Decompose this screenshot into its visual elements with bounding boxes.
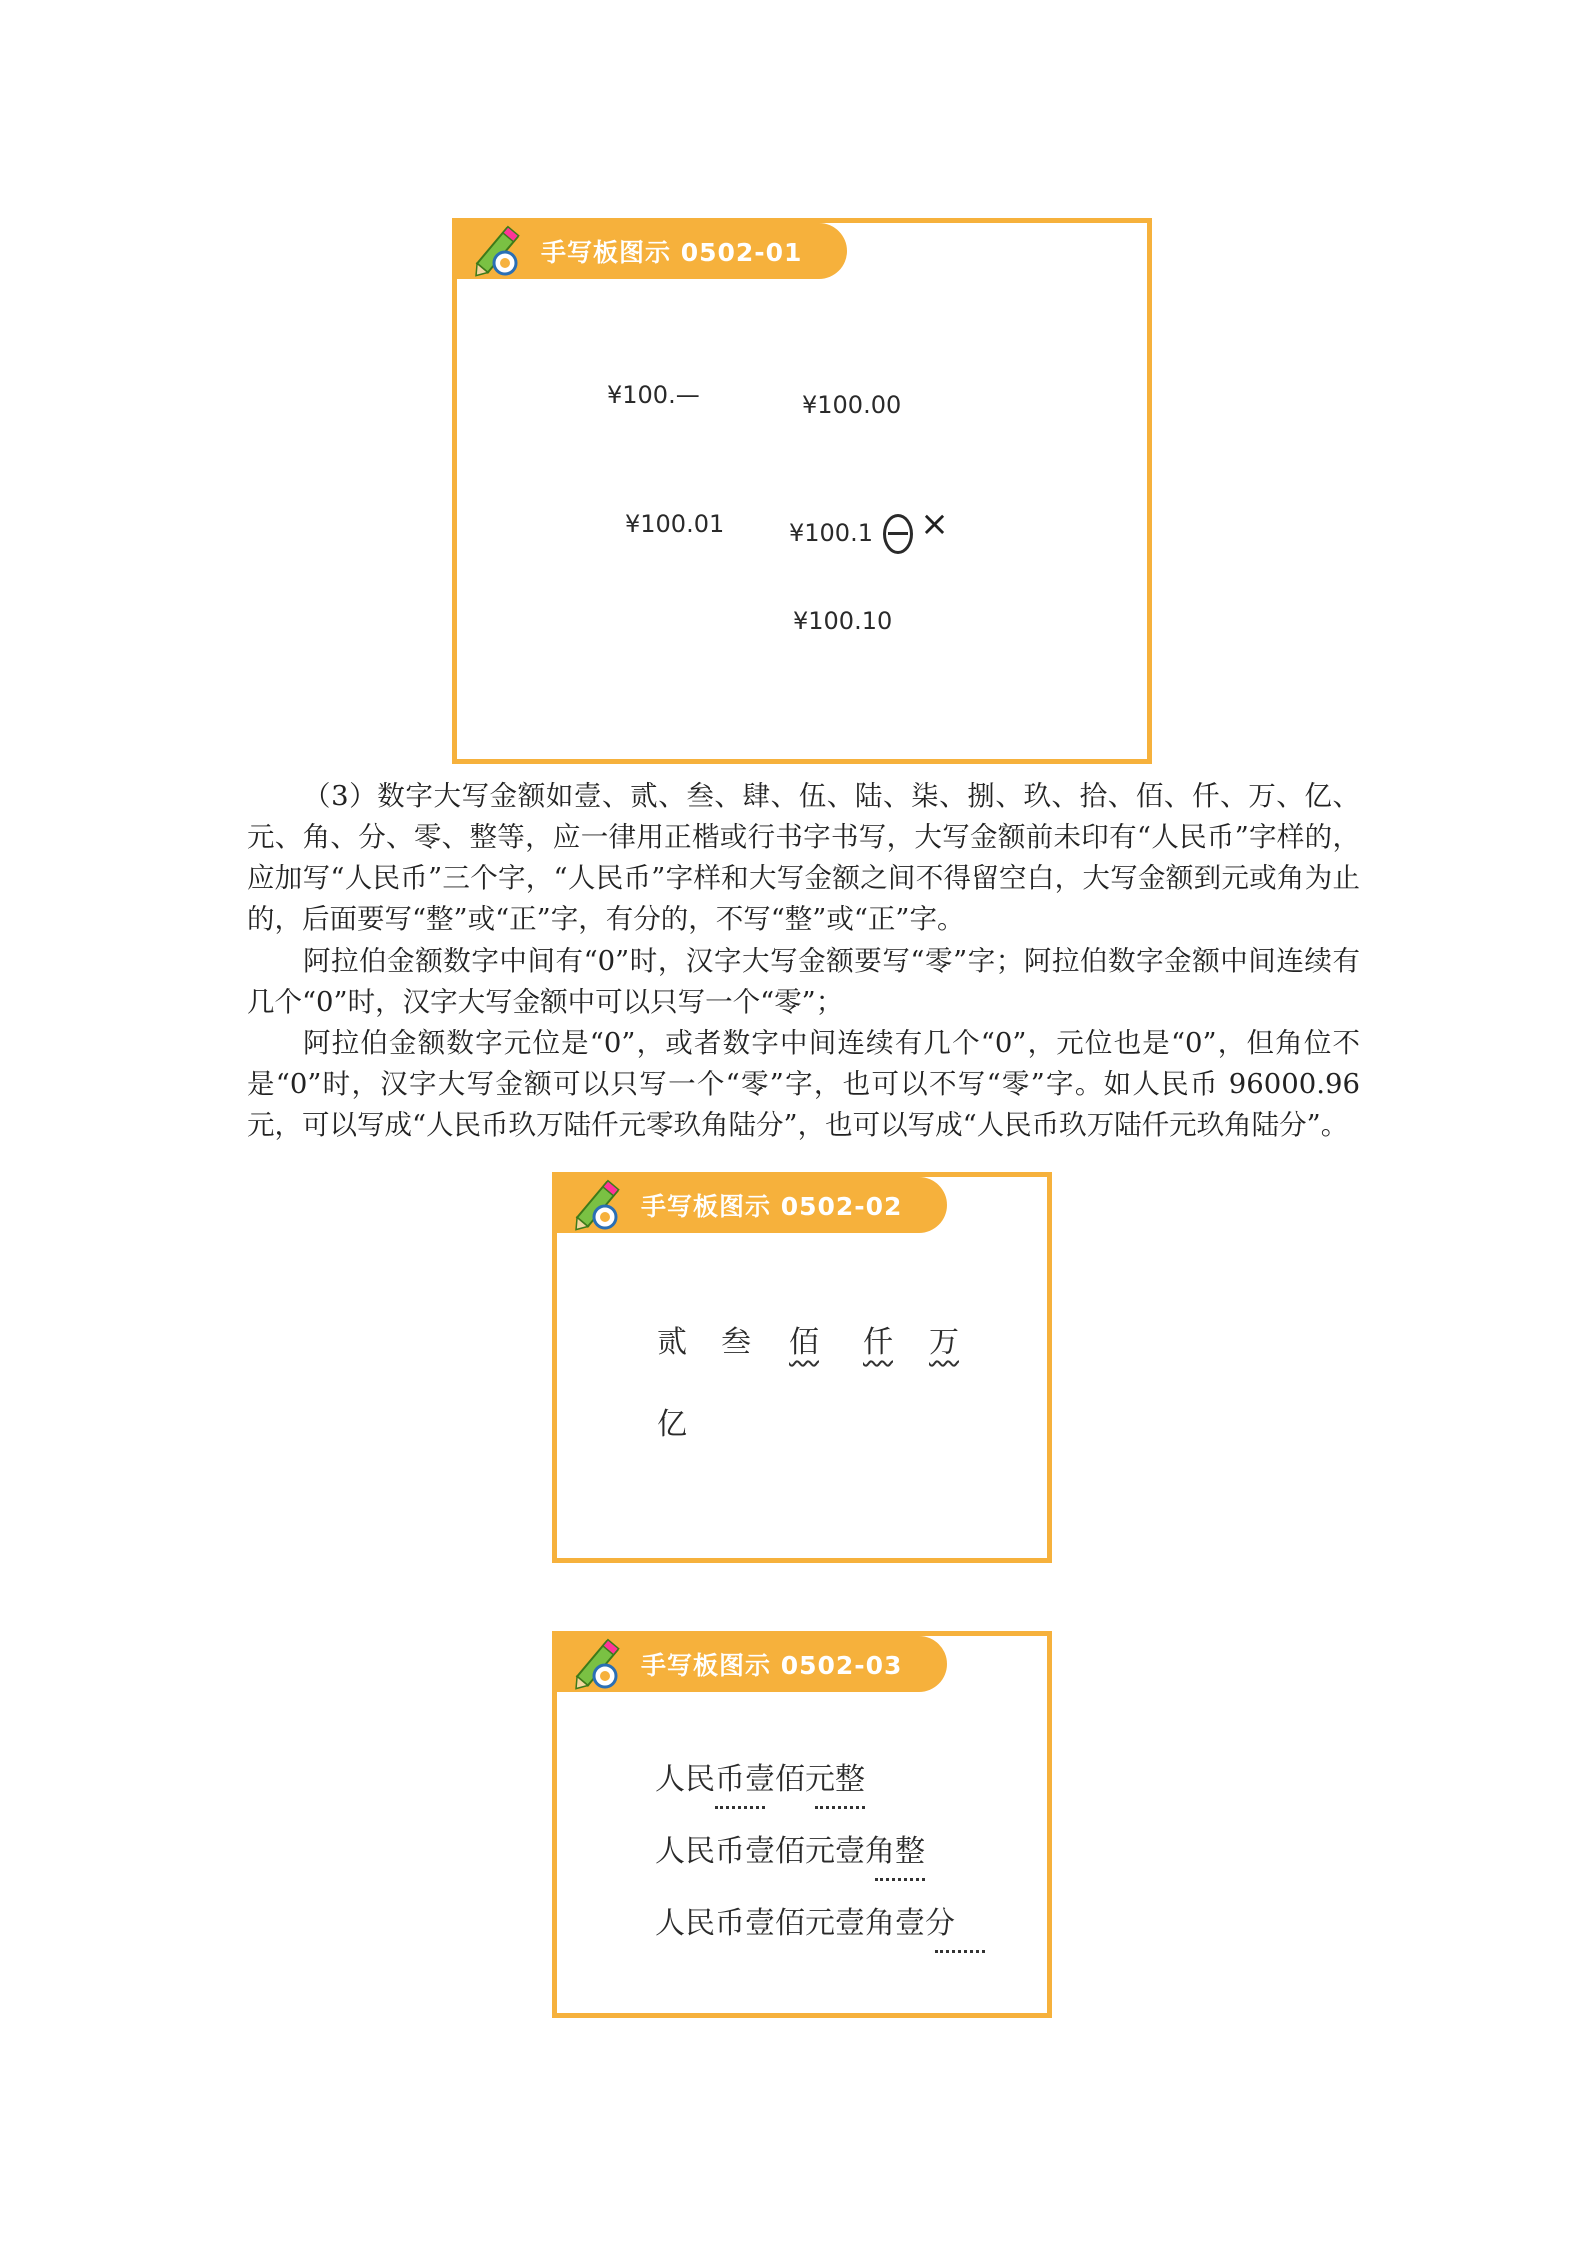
board-title: 手写板图示 0502-02 <box>641 1192 903 1221</box>
paragraph-yuan-zero-rule: 阿拉伯金额数字元位是“0”，或者数字中间连续有几个“0”，元位也是“0”，但角位不是“0”时，汉字大写金额可以只写一个“零”字，也可以不写“零”字。如人民币 96000.96 元，可以写成“人民币玖万陆仟元零玖角陆分”，也可以写成“人民币玖万陆仟元玖角陆分”。 <box>247 1027 1360 1141</box>
amount-item: ¥100.1 × <box>789 510 949 554</box>
pencil-icon <box>565 1175 631 1235</box>
pencil-icon <box>565 1634 631 1694</box>
board-title: 手写板图示 0502-03 <box>641 1651 903 1680</box>
board-header <box>457 223 847 279</box>
handwriting-board-0502-02 <box>552 1172 1052 1563</box>
wavy-mark <box>815 1798 865 1809</box>
numeral-char: 仟 <box>863 1325 893 1360</box>
numeral-char: 佰 <box>789 1325 819 1360</box>
amount-item: ¥100.00 <box>802 391 902 419</box>
wavy-mark <box>935 1942 985 1953</box>
board-header <box>557 1177 947 1233</box>
numeral-char: 亿 <box>657 1407 687 1442</box>
amount-item: ¥100.01 <box>625 510 725 538</box>
written-amount: 人民币壹佰元壹角整 <box>655 1834 925 1869</box>
wavy-mark <box>715 1798 765 1809</box>
circled-zero <box>883 514 913 554</box>
amount-item: ¥100.10 <box>793 607 893 635</box>
numeral-char: 贰 <box>657 1325 687 1360</box>
handwriting-board-0502-01 <box>452 218 1152 764</box>
handwriting-board-0502-03 <box>552 1631 1052 2018</box>
pencil-icon <box>465 221 531 281</box>
numeral-char: 万 <box>929 1325 959 1360</box>
wavy-mark <box>875 1870 925 1881</box>
paragraph-zero-rule: 阿拉伯金额数字中间有“0”时，汉字大写金额要写“零”字；阿拉伯数字金额中间连续有几个“0”时，汉字大写金额中可以只写一个“零”； <box>247 945 1360 1018</box>
written-amount: 人民币壹佰元整 <box>655 1762 865 1797</box>
paragraph-rule-3: （3）数字大写金额如壹、贰、叁、肆、伍、陆、柒、捌、玖、拾、佰、仟、万、亿、元、角、分、零、整等，应一律用正楷或行书字书写，大写金额前未印有“人民币”字样的，应加写“人民币”三个字，“人民币”字样和大写金额之间不得留空白，大写金额到元或角为止的，后面要写“整”或“正”字，有分的，不写“整”或“正”字。 <box>247 780 1360 935</box>
board-title: 手写板图示 0502-01 <box>541 238 803 267</box>
wrong-mark: × <box>920 504 949 544</box>
amount-item: ¥100.— <box>607 381 700 409</box>
board-header <box>557 1636 947 1692</box>
written-amount: 人民币壹佰元壹角壹分 <box>655 1906 955 1941</box>
numeral-char: 叁 <box>721 1325 751 1360</box>
